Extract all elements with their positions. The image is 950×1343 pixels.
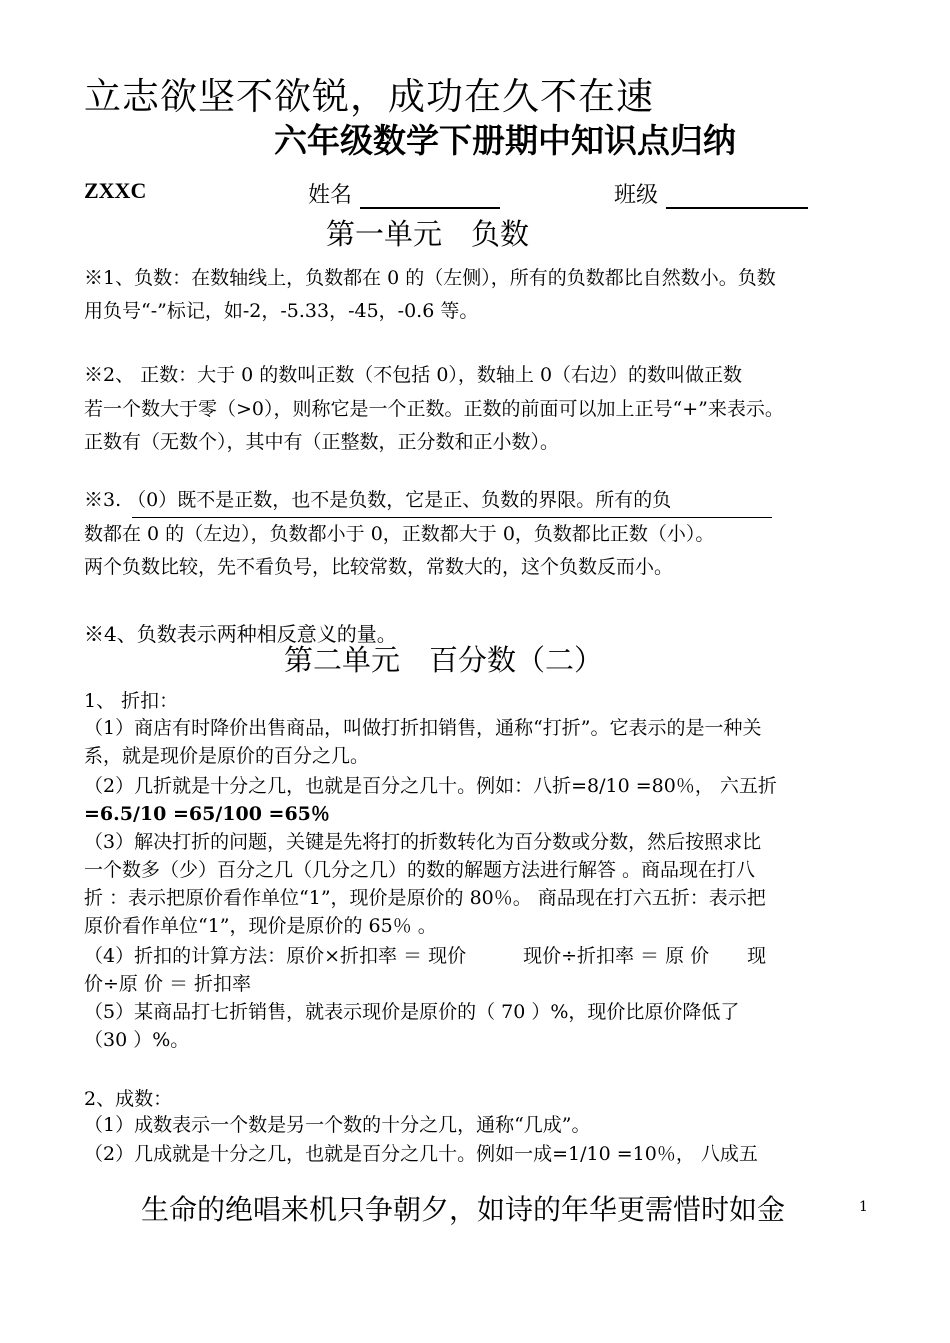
document-title: 六年级数学下册期中知识点归纳 [274,121,736,160]
class-blank [666,207,808,209]
class-label: 班级 [614,183,659,208]
unit2-s1-2b: =6.5/10 =65/100 =65％ [84,803,330,825]
header-motto: 立志欲坚不欲锐，成功在久不在速 [84,75,654,118]
unit1-p4: ※4、负数表示两种相反意义的量。 [84,622,397,646]
unit1-p1-line2: 用负号“-”标记，如-2，-5.33，-45，-0.6 等。 [84,300,479,322]
unit2-s1-5a: （5）某商品打七折销售，就表示现价是原价的（ 70 ）%，现价比原价降低了 [84,1001,740,1023]
unit2-s1-1a: （1）商店有时降价出售商品，叫做打折扣销售，通称“打折”。它表示的是一种关 [84,717,762,739]
document-code: ZXXC [84,178,147,203]
unit2-s1-3d: 原价看作单位“1”，现价是原价的 65％ 。 [84,915,437,937]
unit2-s2-1: （1）成数表示一个数是另一个数的十分之几，通称“几成”。 [84,1114,591,1136]
unit2-s1-1b: 系，就是现价是原价的百分之几。 [84,745,370,767]
unit2-s1-3c: 折 ：表示把原价看作单位“1”，现价是原价的 80％。 商品现在打六五折：表示把 [84,887,766,909]
unit1-p3-line1: ※3. （0）既不是正数，也不是负数，它是正、负数的界限。所有的负 [84,489,672,511]
unit1-heading: 第一单元 负数 [326,217,530,251]
unit1-p1-line1: ※1、负数：在数轴线上，负数都在 0 的（左侧），所有的负数都比自然数小。负数 [84,267,776,289]
unit2-s1-2a: （2）几折就是十分之几，也就是百分之几十。例如：八折=8/10 =80％， 六五折 [84,775,777,797]
unit2-s2-title: 2、成数： [84,1088,173,1110]
unit2-s1-3b: 一个数多（少）百分之几（几分之几）的数的解题方法进行解答 。商品现在打八 [84,859,756,881]
name-blank [360,207,500,209]
unit1-p3-line2: 数都在 0 的（左边），负数都小于 0，正数都大于 0，负数都比正数（小）。 [84,523,715,545]
unit1-p2-line1: ※2、 正数：大于 0 的数叫正数（不包括 0），数轴上 0（右边）的数叫做正数 [84,364,743,386]
unit2-s1-4a: （4）折扣的计算方法：原价×折扣率 ＝ 现价 现价÷折扣率 ＝ 原 价 现 [84,945,767,967]
unit1-p2-line3: 正数有（无数个），其中有（正整数，正分数和正小数）。 [84,431,560,453]
unit2-s1-3a: （3）解决打折的问题，关键是先将打的折数转化为百分数或分数，然后按照求比 [84,831,762,853]
unit2-s1-4b: 价÷原 价 ＝ 折扣率 [84,973,252,995]
unit2-s1-5b: （30 ）%。 [84,1029,190,1051]
unit1-p3-line3: 两个负数比较，先不看负号，比较常数，常数大的，这个负数反而小。 [84,556,674,578]
footer-motto: 生命的绝唱来机只争朝夕，如诗的年华更需惜时如金 [141,1193,786,1226]
unit2-s1-title: 1、 折扣： [84,690,179,712]
unit2-heading: 第二单元 百分数（二） [284,643,604,677]
unit2-s2-2: （2）几成就是十分之几，也就是百分之几十。例如一成=1/10 =10％， 八成五 [84,1143,758,1165]
name-label: 姓名 [308,183,353,208]
unit1-p2-line2: 若一个数大于零（>0），则称它是一个正数。正数的前面可以加上正号“+”来表示。 [84,398,784,420]
page-number: 1 [859,1199,868,1215]
